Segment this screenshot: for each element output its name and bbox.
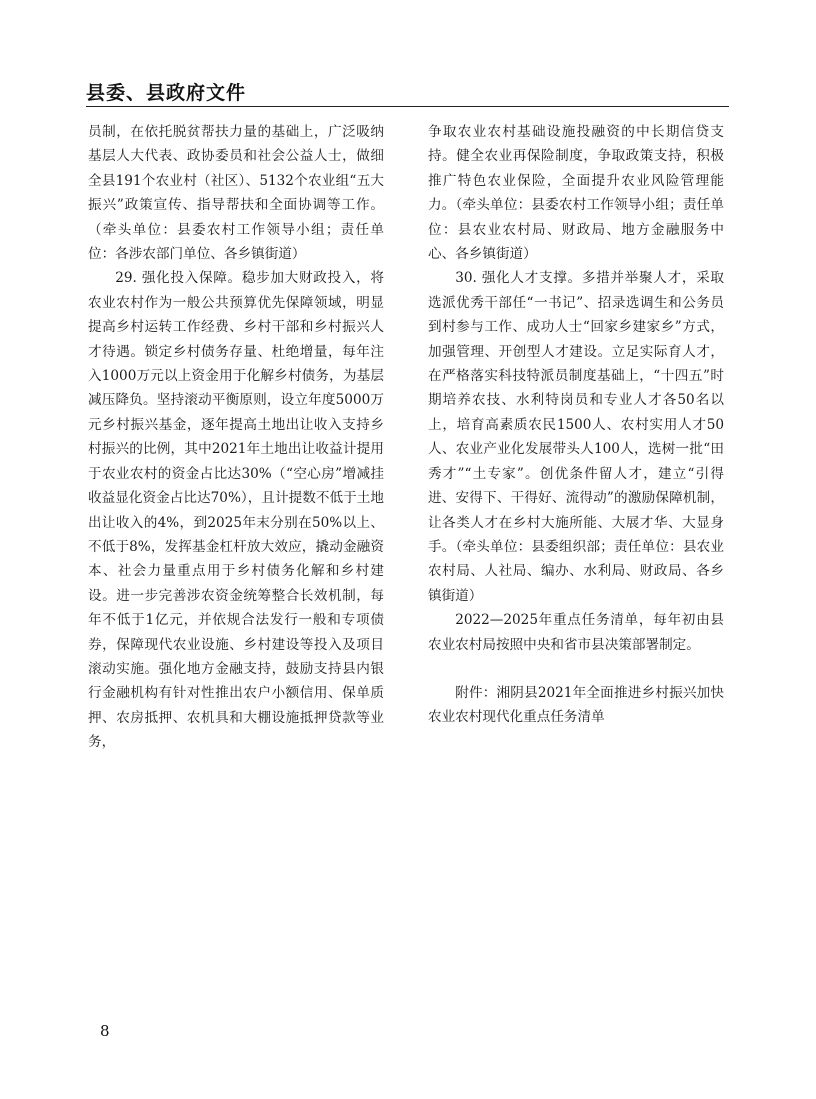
paragraph-attachment: 附件：湘阴县2021年全面推进乡村振兴加快农业农村现代化重点任务清单 <box>428 684 724 726</box>
header-divider <box>86 106 729 107</box>
paragraph-continuation: 员制，在依托脱贫帮扶力量的基础上，广泛吸纳基层人大代表、政协委员和社会公益人士，做细全县191个农业村（社区）、5132个农业组“五大振兴”政策宣传、指导帮扶和全面协调等工作。（牵头单位：县委农村工作领导小组；责任单位：各涉农部门单位、各乡镇街道） <box>88 124 384 263</box>
left-column <box>88 120 384 755</box>
right-column <box>428 120 724 730</box>
paragraph-task-list-note: 2022—2025年重点任务清单，每年初由县农业农村局按照中央和省市县决策部署制定。 <box>428 612 724 653</box>
paragraph-item-29: 29. 强化投入保障。稳步加大财政投入，将农业农村作为一般公共预算优先保障领域，明显提高乡村运转工作经费、乡村干部和乡村振兴人才待遇。锁定乡村债务存量、杜绝增量，每年注入1000万元以上资金用于化解乡村债务，为基层减压降负。坚持滚动平衡原则，设立年度5000万元乡村振兴基金，逐年提高土地出让收入支持乡村振兴的比例，其中2021年土地出让收益计提用于农业农村的资金占比达30%（“空心房”增减挂收益显化资金占比达70%），且计提数不低于土地出让收入的4%，到2025年末分别在50%以上、不低于8%，发挥基金杠杆放大效应，撬动金融资本、社会力量重点用于乡村债务化解和乡村建设。进一步完善涉农资金统筹整合长效机制，每年不低于1亿元，并依规合法发行一般和专项债券，保障现代农业设施、乡村建设等投入及项目滚动实施。强化地方金融支持，鼓励支持县内银行金融机构有针对性推出农户小额信用、保单质押、农房抵押、农机具和大棚设施抵押贷款等业务， <box>88 270 384 751</box>
paragraph-continuation-right: 争取农业农村基础设施投融资的中长期信贷支持。健全农业再保险制度，争取政策支持，积极推广特色农业保险，全面提升农业风险管理能力。（牵头单位：县委农村工作领导小组；责任单位：县农业农村局、财政局、地方金融服务中心、各乡镇街道） <box>428 124 724 263</box>
paragraph-item-30: 30. 强化人才支撑。多措并举聚人才，采取选派优秀干部任“一书记”、招录选调生和公务员到村参与工作、成功人士“回家乡建家乡”方式，加强管理、开创型人才建设。立足实际育人才，在严格落实科技特派员制度基础上，“十四五”时期培养农技、水利特岗员和专业人才各50名以上，培育高素质农民1500人、农村实用人才50人、农业产业化发展带头人100人，选树一批“田秀才”“土专家”。创优条件留人才，建立“引得进、安得下、干得好、流得动”的激励保障机制，让各类人才在乡村大施所能、大展才华、大显身手。（牵头单位：县委组织部；责任单位：县农业农村局、人社局、编办、水利局、财政局、各乡镇街道） <box>428 270 724 604</box>
header-title: 县委、县政府文件 <box>86 82 247 104</box>
page-number: 8 <box>100 1022 110 1040</box>
paragraph-gap <box>428 657 724 681</box>
